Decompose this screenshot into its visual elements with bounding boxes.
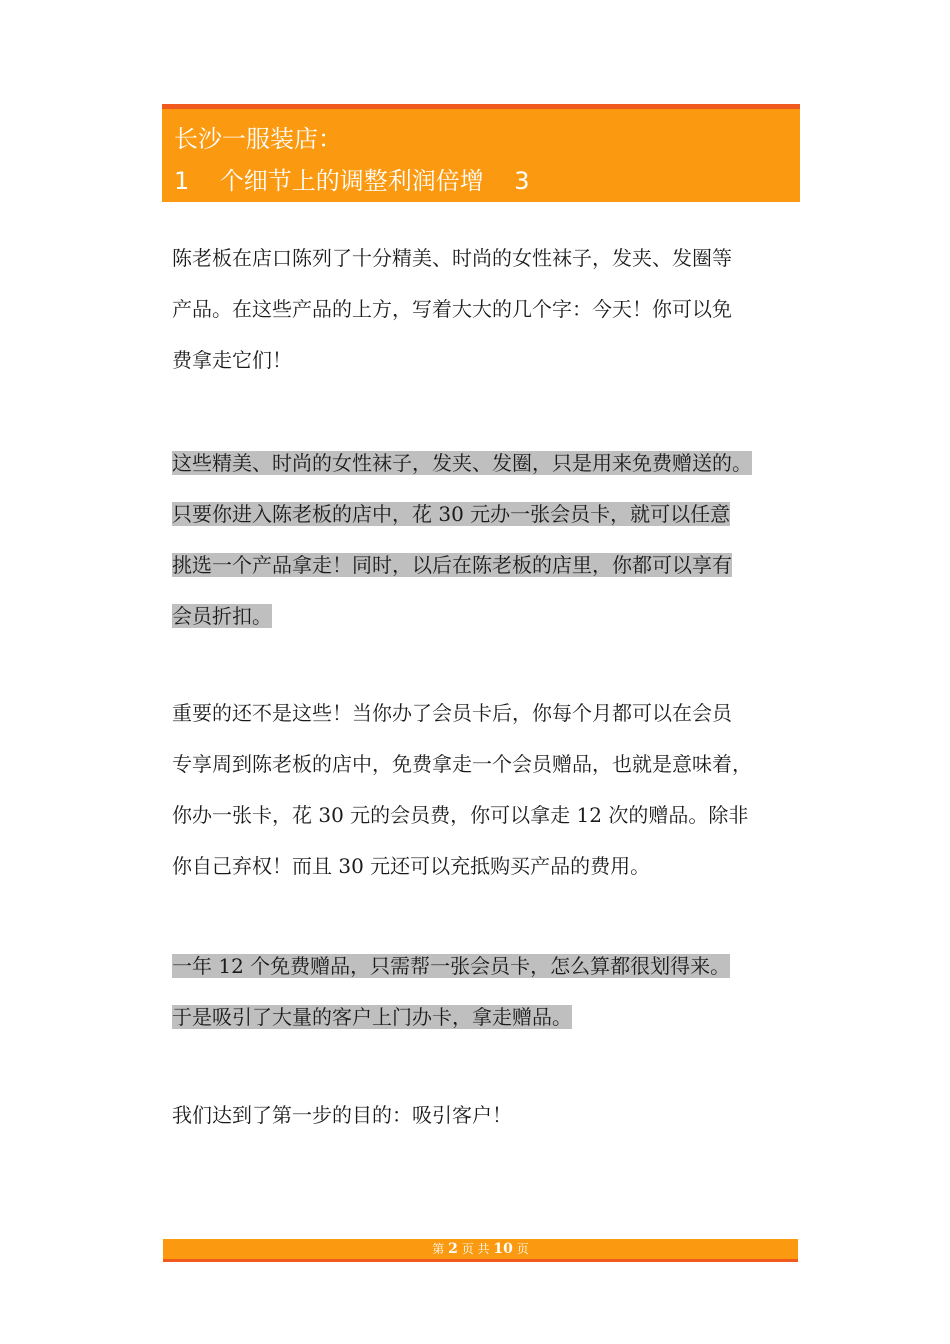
text-line: 一年 12 个免费赠品，只需帮一张会员卡，怎么算都很划得来。 bbox=[172, 954, 731, 978]
title-banner bbox=[162, 104, 800, 202]
paragraph-3 bbox=[172, 688, 792, 892]
paragraph-4-highlighted bbox=[172, 941, 792, 1043]
title-line-2: 1 个细节上的调整利润倍增 3 bbox=[174, 167, 530, 195]
total-page-number: 10 bbox=[493, 1241, 513, 1257]
text-line: 产品。在这些产品的上方，写着大大的几个字：今天！你可以免 bbox=[172, 297, 732, 321]
text-line: 只要你进入陈老板的店中，花 30 元办一张会员卡，就可以任意 bbox=[172, 502, 731, 526]
text-line: 陈老板在店口陈列了十分精美、时尚的女性袜子，发夹、发圈等 bbox=[172, 246, 732, 270]
text-line: 这些精美、时尚的女性袜子，发夹、发圈，只是用来免费赠送的。 bbox=[172, 451, 752, 475]
current-page-number: 2 bbox=[448, 1241, 458, 1257]
text-line: 你办一张卡，花 30 元的会员费，你可以拿走 12 次的赠品。除非 bbox=[172, 803, 749, 827]
footer-suffix: 页 bbox=[516, 1242, 529, 1256]
text-line: 专享周到陈老板的店中，免费拿走一个会员赠品，也就是意味着， bbox=[172, 752, 752, 776]
text-line: 你自己弃权！而且 30 元还可以充抵购买产品的费用。 bbox=[172, 854, 651, 878]
text-line: 挑选一个产品拿走！同时，以后在陈老板的店里，你都可以享有 bbox=[172, 553, 732, 577]
text-line: 会员折扣。 bbox=[172, 604, 272, 628]
paragraph-5 bbox=[172, 1090, 792, 1141]
text-line: 重要的还不是这些！当你办了会员卡后，你每个月都可以在会员 bbox=[172, 701, 732, 725]
footer-prefix: 第 bbox=[432, 1242, 445, 1256]
text-line: 费拿走它们！ bbox=[172, 348, 292, 372]
text-line: 于是吸引了大量的客户上门办卡，拿走赠品。 bbox=[172, 1005, 572, 1029]
page-footer bbox=[163, 1239, 798, 1262]
paragraph-1 bbox=[172, 233, 792, 386]
text-line: 我们达到了第一步的目的：吸引客户！ bbox=[172, 1103, 512, 1127]
paragraph-2-highlighted bbox=[172, 438, 792, 642]
footer-middle: 页 共 bbox=[461, 1242, 490, 1256]
title-line-1: 长沙一服装店： bbox=[174, 125, 342, 153]
